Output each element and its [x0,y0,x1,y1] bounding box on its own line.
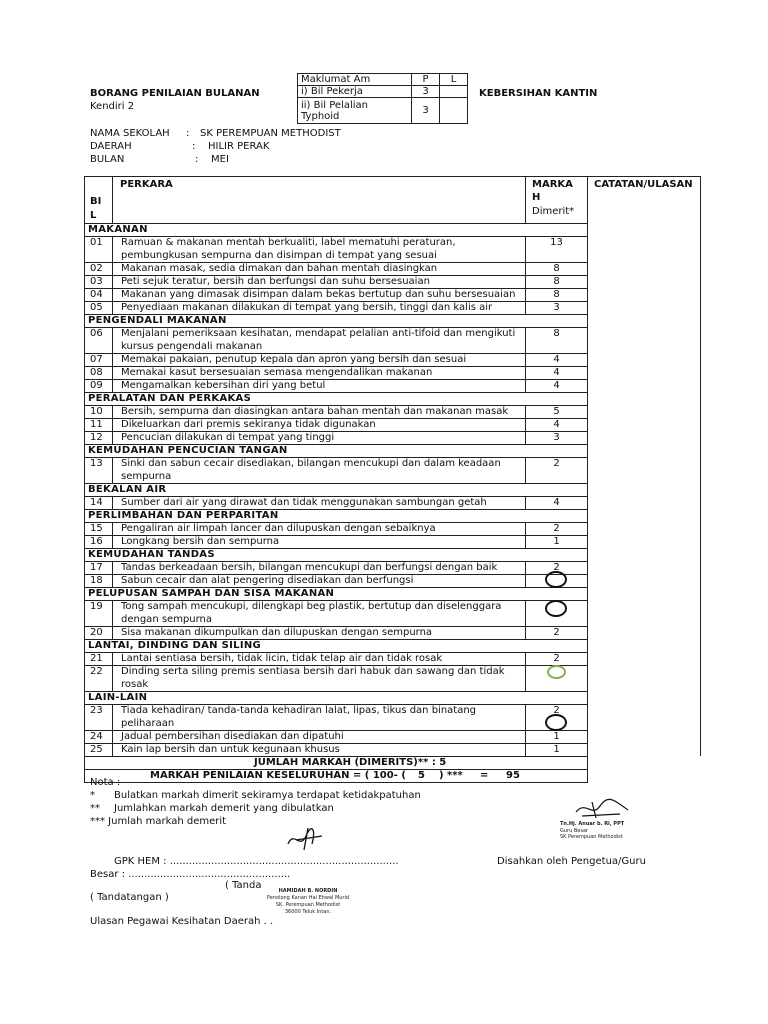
table-column-rule [700,176,701,756]
table-column-rule [112,288,113,301]
row-number: 12 [90,432,103,443]
table-column-rule [112,431,113,444]
maklumat-row2-label: ii) Bil Pelalian Typhoid [298,98,412,124]
markah-demerit-value: 5 [418,770,425,781]
maklumat-row1-l [440,86,468,98]
maklumat-head-l: L [440,74,468,86]
table-column-rule [525,275,526,288]
note-3: *** Jumlah markah demerit [90,816,227,827]
maklumat-row2-l [440,98,468,124]
row-number: 18 [90,575,103,586]
row-markah: 5 [553,406,560,417]
table-column-rule [112,561,113,574]
table-column-rule [525,379,526,392]
row-perkara-cont: sempurna [121,471,172,482]
row-markah: 1 [553,744,560,755]
section-heading: LANTAI, DINDING DAN SILING [88,640,262,651]
row-perkara: Dinding serta siling premis sentiasa bersih dari habuk dan sawang dan tidak [121,666,505,677]
table-column-rule [525,561,526,574]
table-column-rule [525,457,526,483]
table-column-rule [112,405,113,418]
table-column-rule [112,418,113,431]
note-1-symbol: * [90,790,95,801]
table-column-rule [525,496,526,509]
row-markah: 4 [553,419,560,430]
row-perkara: Bersih, sempurna dan diasingkan antara bahan mentah dan makanan masak [121,406,509,417]
row-perkara: Pengaliran air limpah lancer dan dilupuskan dengan sebaiknya [121,523,436,534]
section-heading: PERALATAN DAN PERKAKAS [88,393,252,404]
table-column-rule [112,743,113,756]
row-perkara-cont: kursus pengendali makanan [121,341,263,352]
col-bil-b: L [90,210,97,221]
table-column-rule [112,600,113,626]
row-perkara-cont: pembungkusan sempurna dan disimpan di tempat yang sesuai [121,250,437,261]
row-perkara: Penyediaan makanan dilakukan di tempat yang bersih, tinggi dan kalis air [121,302,493,313]
row-markah: 3 [553,302,560,313]
table-column-rule [525,236,526,262]
row-markah: 1 [553,536,560,547]
row-number: 07 [90,354,103,365]
table-rule [84,782,588,783]
table-column-rule [525,366,526,379]
gpk-signature [282,826,330,852]
row-markah: 13 [550,237,563,248]
table-column-rule [525,301,526,314]
table-column-rule [525,600,526,626]
maklumat-head-p: P [412,74,440,86]
row-markah: 8 [553,276,560,287]
note-2: Jumlahkan markah demerit yang dibulatkan [114,803,334,814]
row-markah: 8 [553,289,560,300]
green-circle-mark [547,665,566,679]
row-number: 09 [90,380,103,391]
table-column-rule [112,301,113,314]
tanda-small: ( Tanda [225,880,262,891]
table-column-rule [525,405,526,418]
table-column-rule [525,665,526,691]
col-markah-a: MARKA [532,179,573,190]
row-number: 04 [90,289,103,300]
hem-stamp-l4: 36000 Teluk Intan. [284,909,332,915]
row-markah: 2 [553,705,560,716]
col-markah-c: Dimerit* [532,206,575,217]
row-perkara: Pencucian dilakukan di tempat yang tinggi [121,432,335,443]
table-column-rule [587,176,588,783]
row-number: 17 [90,562,103,573]
row-perkara-cont: peliharaan [121,718,175,729]
row-markah: 4 [553,380,560,391]
row-perkara: Sabun cecair dan alat pengering disediakan dan berfungsi [121,575,414,586]
table-column-rule [525,288,526,301]
markah-keseluruhan-label: MARKAH PENILAIAN KESELURUHAN = ( 100- ( [150,770,406,781]
table-rule [84,223,588,224]
row-perkara: Tandas berkeadaan bersih, bilangan mencukupi dan berfungsi dengan baik [121,562,498,573]
row-markah: 1 [553,731,560,742]
table-column-rule [525,431,526,444]
table-column-rule [112,574,113,587]
demerit-circle-mark [545,571,567,588]
row-number: 22 [90,666,103,677]
row-perkara: Tiada kehadiran/ tanda-tanda kehadiran lalat, lipas, tikus dan binatang [121,705,477,716]
table-column-rule [112,262,113,275]
row-markah: 2 [553,523,560,534]
col-perkara: PERKARA [120,179,173,190]
form-category: KEBERSIHAN KANTIN [479,88,598,99]
section-heading: LAIN-LAIN [88,692,148,703]
row-number: 13 [90,458,103,469]
table-column-rule [525,704,526,730]
row-markah: 8 [553,328,560,339]
besar-line: Besar : ................................................... [90,869,291,880]
hem-stamp-l2: Penolong Kanan Hal Ehwal Murid [266,895,350,901]
row-number: 23 [90,705,103,716]
table-column-rule [112,379,113,392]
row-perkara: Tong sampah mencukupi, dilengkapi beg plastik, bertutup dan diselenggara [121,601,502,612]
table-column-rule [112,652,113,665]
row-number: 01 [90,237,103,248]
section-heading: BEKALAN AIR [88,484,167,495]
row-number: 20 [90,627,103,638]
col-bil-a: BI [90,196,102,207]
hem-stamp-name: HAMIDAH B. NORDIN [278,888,338,894]
table-column-rule [525,418,526,431]
markah-result: 95 [506,770,520,781]
row-perkara: Jadual pembersihan disediakan dan dipatuhi [121,731,344,742]
gpk-hem-line: GPK HEM : ........................................................................ [114,856,399,867]
row-perkara: Memakai pakaian, penutup kepala dan apron yang bersih dan sesuai [121,354,467,365]
col-catatan: CATATAN/ULASAN [594,179,693,190]
table-column-rule [112,353,113,366]
principal-title: Guru Besar [560,828,589,834]
table-column-rule [112,366,113,379]
row-markah: 2 [553,653,560,664]
row-perkara: Sumber dari air yang dirawat dan tidak menggunakan sambungan getah [121,497,487,508]
table-column-rule [112,457,113,483]
principal-name: Tn.Hj. Anuar b. Ri, PPT [560,821,625,827]
note-1: Bulatkan markah dimerit sekiramya terdapat ketidakpatuhan [114,790,421,801]
table-column-rule [525,730,526,743]
maklumat-row1-label: i) Bil Pekerja [298,86,412,98]
row-number: 03 [90,276,103,287]
row-number: 15 [90,523,103,534]
form-subtitle: Kendiri 2 [90,101,135,112]
row-number: 21 [90,653,103,664]
section-heading: MAKANAN [88,224,148,235]
table-column-rule [525,743,526,756]
table-column-rule [112,704,113,730]
tandatangan-label: ( Tandatangan ) [90,892,169,903]
row-perkara: Ramuan & makanan mentah berkualiti, label mematuhi peraturan, [121,237,456,248]
row-number: 19 [90,601,103,612]
table-column-rule [525,626,526,639]
section-heading: KEMUDAHAN PENCUCIAN TANGAN [88,445,288,456]
row-markah: 2 [553,627,560,638]
demerit-circle-mark [545,600,567,617]
table-column-rule [112,496,113,509]
jumlah-markah: JUMLAH MARKAH (DIMERITS)** : 5 [254,757,447,768]
table-column-rule [84,176,85,783]
maklumat-row2-p: 3 [412,98,440,124]
table-column-rule [525,176,526,223]
table-column-rule [112,665,113,691]
notes-title: Nota : [90,777,121,788]
row-perkara: Peti sejuk teratur, bersih dan berfungsi dan suhu bersesuaian [121,276,430,287]
table-column-rule [525,574,526,587]
maklumat-row1-p: 3 [412,86,440,98]
row-perkara: Makanan yang dimasak disimpan dalam bekas bertutup dan suhu bersesuaian [121,289,516,300]
table-column-rule [112,176,113,223]
row-number: 24 [90,731,103,742]
hem-stamp-l3: SK. Perempuan Methodist [275,902,341,908]
row-number: 25 [90,744,103,755]
row-markah: 8 [553,263,560,274]
maklumat-am-table [297,73,468,124]
row-markah: 3 [553,432,560,443]
row-number: 16 [90,536,103,547]
row-perkara-cont: rosak [121,679,149,690]
table-column-rule [112,522,113,535]
section-heading: KEMUDAHAN TANDAS [88,549,215,560]
row-markah: 4 [553,497,560,508]
row-markah: 2 [553,458,560,469]
col-markah-b: H [532,192,541,203]
row-perkara: Memakai kasut bersesuaian semasa mengendalikan makanan [121,367,433,378]
ulasan-label: Ulasan Pegawai Kesihatan Daerah . . [90,916,274,927]
table-column-rule [112,730,113,743]
section-heading: PELUPUSAN SAMPAH DAN SISA MAKANAN [88,588,335,599]
table-column-rule [525,327,526,353]
row-number: 05 [90,302,103,313]
row-perkara: Lantai sentiasa bersih, tidak licin, tidak telap air dan tidak rosak [121,653,443,664]
row-number: 11 [90,419,103,430]
table-column-rule [112,236,113,262]
table-rule [84,691,588,692]
row-perkara: Makanan masak, sedia dimakan dan bahan mentah diasingkan [121,263,438,274]
row-perkara: Sinki dan sabun cecair disediakan, bilangan mencukupi dan dalam keadaan [121,458,501,469]
row-markah: 2 [553,562,560,573]
penilaian-table [84,176,700,781]
table-column-rule [525,535,526,548]
form-title: BORANG PENILAIAN BULANAN [90,88,260,99]
row-perkara: Menjalani pemeriksaan kesihatan, mendapat pelalian anti-tifoid dan mengikuti [121,328,516,339]
row-number: 02 [90,263,103,274]
markah-tail: ) *** [439,770,463,781]
table-column-rule [525,262,526,275]
row-perkara-cont: dengan sempurna [121,614,213,625]
row-perkara: Longkang bersih dan sempurna [121,536,280,547]
disahkan-label: Disahkan oleh Pengetua/Guru [497,856,646,867]
row-markah: 4 [553,354,560,365]
row-number: 06 [90,328,103,339]
principal-signature [572,798,632,820]
row-number: 10 [90,406,103,417]
table-column-rule [525,652,526,665]
row-number: 08 [90,367,103,378]
table-column-rule [112,535,113,548]
table-column-rule [112,626,113,639]
section-heading: PERLIMBAHAN DAN PERPARITAN [88,510,279,521]
row-number: 14 [90,497,103,508]
maklumat-head-label: Maklumat Am [298,74,412,86]
table-column-rule [525,353,526,366]
table-rule [84,176,701,177]
table-column-rule [112,327,113,353]
table-column-rule [525,522,526,535]
section-heading: PENGENDALI MAKANAN [88,315,227,326]
row-perkara: Mengamalkan kebersihan diri yang betul [121,380,326,391]
table-column-rule [112,275,113,288]
markah-equals: = [480,770,489,781]
principal-school: SK Perempuan Methodist [560,834,623,840]
row-perkara: Sisa makanan dikumpulkan dan dilupuskan dengan sempurna [121,627,433,638]
row-perkara: Dikeluarkan dari premis sekiranya tidak digunakan [121,419,376,430]
note-2-symbol: ** [90,803,100,814]
row-perkara: Kain lap bersih dan untuk kegunaan khusus [121,744,340,755]
demerit-circle-mark [545,714,567,731]
row-markah: 4 [553,367,560,378]
